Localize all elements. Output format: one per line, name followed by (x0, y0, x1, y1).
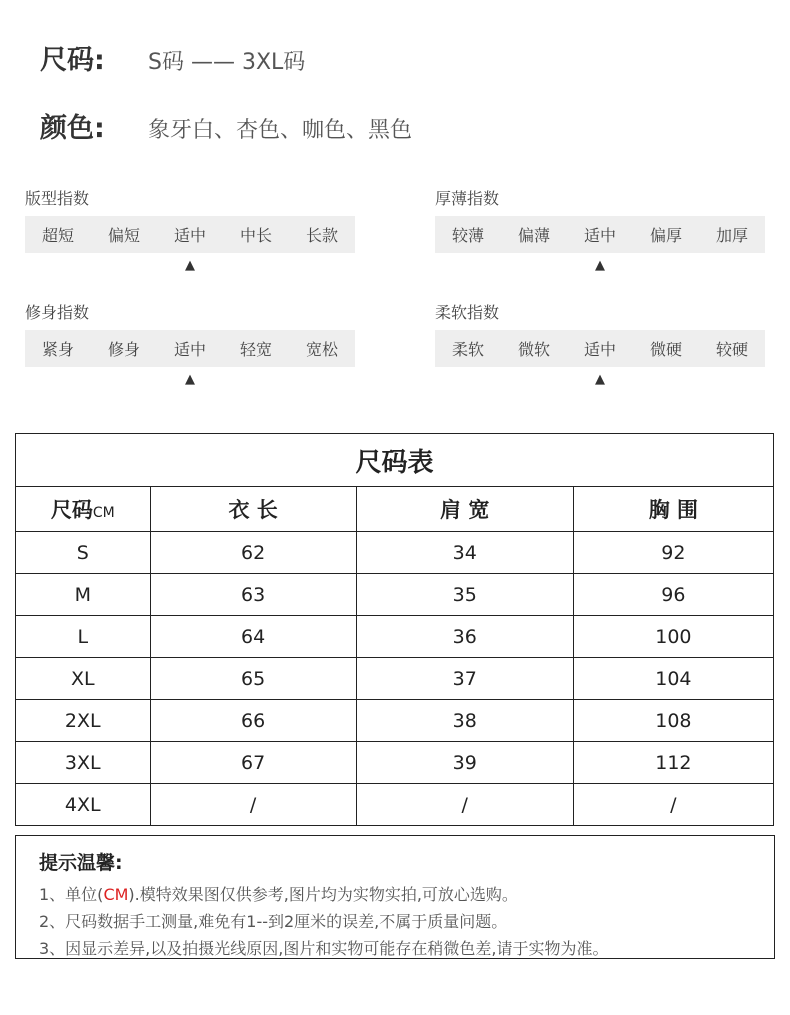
cell-chest: / (573, 784, 773, 826)
header-size-label: 尺码 (50, 498, 93, 522)
thickness-index-scale (435, 216, 765, 253)
header-unit: CM (92, 505, 115, 521)
slim-index-marker-row (25, 367, 355, 393)
thickness-option: 偏厚 (649, 226, 682, 245)
cell-size: M (16, 574, 151, 616)
table-row (16, 616, 774, 658)
slim-option: 适中 (173, 340, 206, 359)
cell-shoulder: 34 (356, 532, 573, 574)
size-chart-table (15, 433, 774, 826)
cell-length: 63 (150, 574, 356, 616)
cell-chest: 108 (573, 700, 773, 742)
tips-box (15, 835, 775, 959)
softness-option: 柔软 (451, 340, 484, 359)
fit-option: 适中 (173, 226, 206, 245)
slim-index-scale (25, 330, 355, 367)
tips-title: 提示温馨: (39, 852, 123, 874)
thickness-option: 较薄 (451, 226, 484, 245)
tip-1-unit: CM (103, 885, 129, 904)
tip-line-3: 3、因显示差异,以及拍摄光线原因,图片和实物可能存在稍微色差,请于实物为准。 (39, 939, 609, 958)
fit-index-marker-row (25, 253, 355, 279)
softness-index-marker-row (435, 367, 765, 393)
header-size (16, 487, 151, 532)
size-chart-header-row (16, 487, 774, 532)
slim-option: 修身 (107, 340, 140, 359)
cell-shoulder: / (356, 784, 573, 826)
tip-1-prefix: 1、单位( (39, 885, 104, 904)
color-label: 颜色: (40, 113, 105, 144)
fit-index-scale (25, 216, 355, 253)
tip-line-2: 2、尺码数据手工测量,难免有1--到2厘米的误差,不属于质量问题。 (39, 912, 508, 931)
softness-option: 较硬 (715, 340, 748, 359)
cell-shoulder: 38 (356, 700, 573, 742)
softness-selected-marker-icon: ▲ (595, 372, 605, 387)
cell-shoulder: 39 (356, 742, 573, 784)
thickness-index (435, 188, 765, 279)
cell-chest: 112 (573, 742, 773, 784)
size-label: 尺码: (40, 45, 105, 76)
cell-shoulder: 35 (356, 574, 573, 616)
cell-length: / (150, 784, 356, 826)
header-shoulder: 肩 宽 (356, 487, 573, 532)
thickness-option: 偏薄 (517, 226, 550, 245)
softness-option: 微硬 (649, 340, 682, 359)
color-options-value: 象牙白、杏色、咖色、黑色 (148, 118, 413, 143)
cell-chest: 100 (573, 616, 773, 658)
cell-size: 4XL (16, 784, 151, 826)
cell-length: 66 (150, 700, 356, 742)
header-chest: 胸 围 (573, 487, 773, 532)
cell-length: 62 (150, 532, 356, 574)
softness-index (435, 302, 765, 393)
thickness-option: 加厚 (715, 226, 748, 245)
cell-length: 65 (150, 658, 356, 700)
table-row (16, 658, 774, 700)
slim-option: 轻宽 (239, 340, 272, 359)
fit-option: 超短 (41, 226, 74, 245)
fit-option: 长款 (305, 226, 338, 245)
slim-index (25, 302, 355, 393)
color-info-row (40, 106, 412, 145)
slim-option: 紧身 (41, 340, 74, 359)
slim-selected-marker-icon: ▲ (185, 372, 195, 387)
cell-size: L (16, 616, 151, 658)
header-length: 衣 长 (150, 487, 356, 532)
size-range-value: S码 —— 3XL码 (148, 50, 306, 75)
fit-selected-marker-icon: ▲ (185, 258, 195, 273)
size-chart-title: 尺码表 (16, 434, 774, 487)
softness-index-scale (435, 330, 765, 367)
thickness-selected-marker-icon: ▲ (595, 258, 605, 273)
softness-option: 适中 (583, 340, 616, 359)
cell-length: 67 (150, 742, 356, 784)
slim-option: 宽松 (305, 340, 338, 359)
cell-shoulder: 36 (356, 616, 573, 658)
cell-size: 2XL (16, 700, 151, 742)
table-row (16, 700, 774, 742)
thickness-index-title: 厚薄指数 (435, 189, 500, 208)
slim-index-title: 修身指数 (25, 303, 90, 322)
size-chart-body (16, 532, 774, 826)
thickness-index-marker-row (435, 253, 765, 279)
thickness-option: 适中 (583, 226, 616, 245)
softness-index-title: 柔软指数 (435, 303, 500, 322)
cell-chest: 92 (573, 532, 773, 574)
fit-option: 中长 (239, 226, 272, 245)
table-row (16, 742, 774, 784)
cell-size: 3XL (16, 742, 151, 784)
fit-option: 偏短 (107, 226, 140, 245)
cell-size: S (16, 532, 151, 574)
tip-line-1 (39, 881, 774, 908)
table-row (16, 784, 774, 826)
tip-1-suffix: ).模特效果图仅供参考,图片均为实物实拍,可放心选购。 (128, 885, 518, 904)
cell-chest: 96 (573, 574, 773, 616)
table-row (16, 532, 774, 574)
cell-size: XL (16, 658, 151, 700)
cell-length: 64 (150, 616, 356, 658)
cell-shoulder: 37 (356, 658, 573, 700)
cell-chest: 104 (573, 658, 773, 700)
fit-index-title: 版型指数 (25, 189, 90, 208)
size-info-row (40, 38, 305, 77)
fit-index (25, 188, 355, 279)
softness-option: 微软 (517, 340, 550, 359)
table-row (16, 574, 774, 616)
